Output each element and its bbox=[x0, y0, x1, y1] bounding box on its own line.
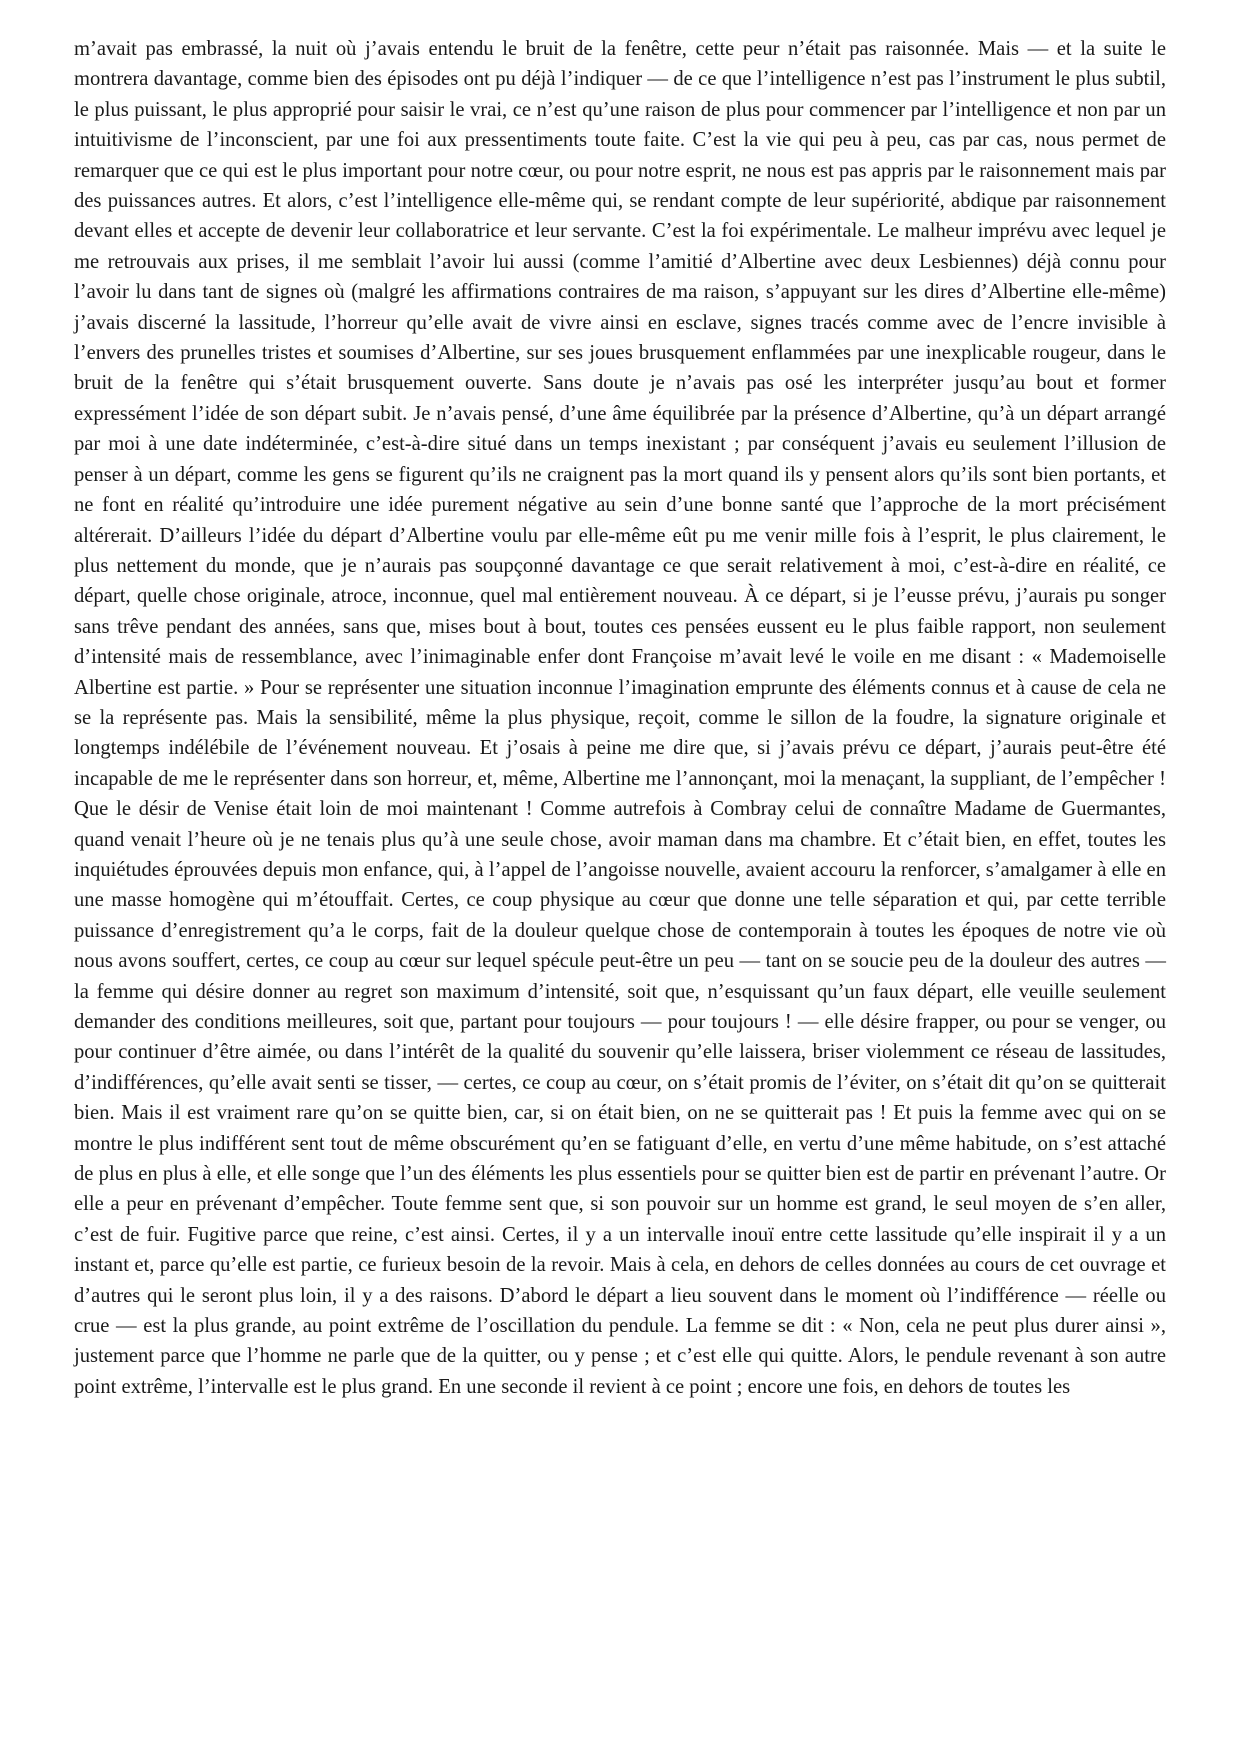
document-page bbox=[74, 34, 1166, 1402]
body-paragraph: m’avait pas embrassé, la nuit où j’avais entendu le bruit de la fenêtre, cette peur n’était pas raisonnée. Mais — et la suite le montrera davantage, comme bien des épisodes ont pu déjà l’indiquer — de ce que l’intelligence n’est pas l’instrument le plus subtil, le plus puissant, le plus approprié pour saisir le vrai, ce n’est qu’une raison de plus pour commencer par l’intelligence et non par un intuitivisme de l’inconscient, par une foi aux pressentiments toute faite. C’est la vie qui peu à peu, cas par cas, nous permet de remarquer que ce qui est le plus important pour notre cœur, ou pour notre esprit, ne nous est pas appris par le raisonnement mais par des puissances autres. Et alors, c’est l’intelligence elle-même qui, se rendant compte de leur supériorité, abdique par raisonnement devant elles et accepte de devenir leur collaboratrice et leur servante. C’est la foi expérimentale. Le malheur imprévu avec lequel je me retrouvais aux prises, il me semblait l’avoir lui aussi (comme l’amitié d’Albertine avec deux Lesbiennes) déjà connu pour l’avoir lu dans tant de signes où (malgré les affirmations contraires de ma raison, s’appuyant sur les dires d’Albertine elle-même) j’avais discerné la lassitude, l’horreur qu’elle avait de vivre ainsi en esclave, signes tracés comme avec de l’encre invisible à l’envers des prunelles tristes et soumises d’Albertine, sur ses joues brusquement enflammées par une inexplicable rougeur, dans le bruit de la fenêtre qui s’était brusquement ouverte. Sans doute je n’avais pas osé les interpréter jusqu’au bout et former expressément l’idée de son départ subit. Je n’avais pensé, d’une âme équilibrée par la présence d’Albertine, qu’à un départ arrangé par moi à une date indéterminée, c’est-à-dire situé dans un temps inexistant ; par conséquent j’avais eu seulement l’illusion de penser à un départ, comme les gens se figurent qu’ils ne craignent pas la mort quand ils y pensent alors qu’ils sont bien portants, et ne font en réalité qu’introduire une idée purement négative au sein d’une bonne santé que l’approche de la mort précisément altérerait. D’ailleurs l’idée du départ d’Albertine voulu par elle-même eût pu me venir mille fois à l’esprit, le plus clairement, le plus nettement du monde, que je n’aurais pas soupçonné davantage ce que serait relativement à moi, c’est-à-dire en réalité, ce départ, quelle chose originale, atroce, inconnue, quel mal entièrement nouveau. À ce départ, si je l’eusse prévu, j’aurais pu songer sans trêve pendant des années, sans que, mises bout à bout, toutes ces pensées eussent eu le plus faible rapport, non seulement d’intensité mais de ressemblance, avec l’inimaginable enfer dont Françoise m’avait levé le voile en me disant : « Mademoiselle Albertine est partie. » Pour se représenter une situation inconnue l’imagination emprunte des éléments connus et à cause de cela ne se la représente pas. Mais la sensibilité, même la plus physique, reçoit, comme le sillon de la foudre, la signature originale et longtemps indélébile de l’événement nouveau. Et j’osais à peine me dire que, si j’avais prévu ce départ, j’aurais peut-être été incapable de me le représenter dans son horreur, et, même, Albertine me l’annonçant, moi la menaçant, la suppliant, de l’empêcher ! Que le désir de Venise était loin de moi maintenant ! Comme autrefois à Combray celui de connaître Madame de Guermantes, quand venait l’heure où je ne tenais plus qu’à une seule chose, avoir maman dans ma chambre. Et c’était bien, en effet, toutes les inquiétudes éprouvées depuis mon enfance, qui, à l’appel de l’angoisse nouvelle, avaient accouru la renforcer, s’amalgamer à elle en une masse homogène qui m’étouffait. Certes, ce coup physique au cœur que donne une telle séparation et qui, par cette terrible puissance d’enregistrement qu’a le corps, fait de la douleur quelque chose de contemporain à toutes les époques de notre vie où nous avons souffert, certes, ce coup au cœur sur lequel spécule peut-être un peu — tant on se soucie peu de la douleur des autres — la femme qui désire donner au regret son maximum d’intensité, soit que, n’esquissant qu’un faux départ, elle veuille seulement demander des conditions meilleures, soit que, partant pour toujours — pour toujours ! — elle désire frapper, ou pour se venger, ou pour continuer d’être aimée, ou dans l’intérêt de la qualité du souvenir qu’elle laissera, briser violemment ce réseau de lassitudes, d’indifférences, qu’elle avait senti se tisser, — certes, ce coup au cœur, on s’était promis de l’éviter, on s’était dit qu’on se quitterait bien. Mais il est vraiment rare qu’on se quitte bien, car, si on était bien, on ne se quitterait pas ! Et puis la femme avec qui on se montre le plus indifférent sent tout de même obscurément qu’en se fatiguant d’elle, en vertu d’une même habitude, on s’est attaché de plus en plus à elle, et elle songe que l’un des éléments les plus essentiels pour se quitter bien est de partir en prévenant l’autre. Or elle a peur en prévenant d’empêcher. Toute femme sent que, si son pouvoir sur un homme est grand, le seul moyen de s’en aller, c’est de fuir. Fugitive parce que reine, c’est ainsi. Certes, il y a un intervalle inouï entre cette lassitude qu’elle inspirait il y a un instant et, parce qu’elle est partie, ce furieux besoin de la revoir. Mais à cela, en dehors de celles données au cours de cet ouvrage et d’autres qui le seront plus loin, il y a des raisons. D’abord le départ a lieu souvent dans le moment où l’indifférence — réelle ou crue — est la plus grande, au point extrême de l’oscillation du pendule. La femme se dit : « Non, cela ne peut plus durer ainsi », justement parce que l’homme ne parle que de la quitter, ou y pense ; et c’est elle qui quitte. Alors, le pendule revenant à son autre point extrême, l’intervalle est le plus grand. En une seconde il revient à ce point ; encore une fois, en dehors de toutes les bbox=[74, 38, 1166, 1398]
